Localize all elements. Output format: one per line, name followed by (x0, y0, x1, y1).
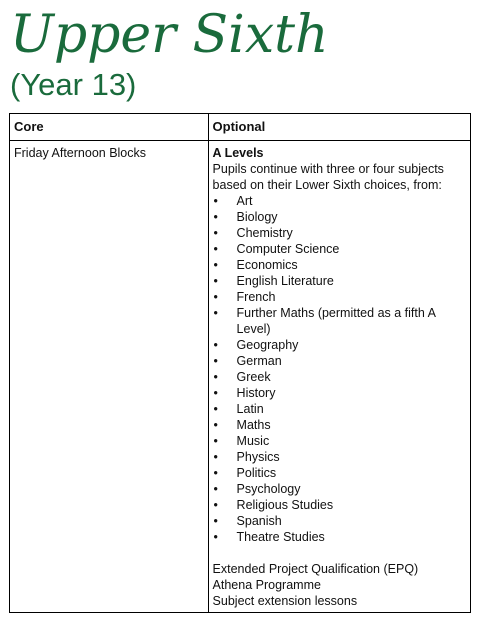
core-item: Friday Afternoon Blocks (14, 146, 147, 160)
list-item: • Theatre Studies (213, 529, 466, 545)
list-item: • Economics (213, 257, 466, 273)
curriculum-table (9, 113, 471, 613)
extra-item-epq: Extended Project Qualification (EPQ) (212, 562, 419, 576)
subject-list (213, 193, 466, 545)
optional-cell (208, 141, 470, 613)
page-subtitle: (Year 13) (10, 67, 137, 102)
list-item: • Geography (213, 337, 466, 353)
extra-item-athena: Athena Programme (212, 578, 321, 592)
list-item: • Biology (213, 209, 466, 225)
list-item: • Further Maths (permitted as a fifth A Level) (213, 305, 466, 337)
list-item: • Chemistry (213, 225, 466, 241)
list-item: • Physics (213, 449, 466, 465)
a-levels-intro: Pupils continue with three or four subjects based on their Lower Sixth choices, from: (212, 162, 444, 192)
column-header-core: Core (10, 114, 209, 141)
list-item: • Latin (213, 401, 466, 417)
list-item: • History (213, 385, 466, 401)
list-item: • Psychology (213, 481, 466, 497)
list-item: • Maths (213, 417, 466, 433)
core-cell (10, 141, 209, 613)
table-row (10, 141, 471, 613)
list-item: • French (213, 289, 466, 305)
list-item: • Music (213, 433, 466, 449)
list-item: • Computer Science (213, 241, 466, 257)
spacer (213, 545, 466, 561)
list-item: • Religious Studies (213, 497, 466, 513)
list-item: • Art (213, 193, 466, 209)
list-item: • Politics (213, 465, 466, 481)
list-item: • German (213, 353, 466, 369)
column-header-optional: Optional (208, 114, 470, 141)
page-title: Upper Sixth (10, 5, 329, 65)
extra-item-extension: Subject extension lessons (212, 594, 358, 608)
table-header-row (10, 114, 471, 141)
list-item: • Spanish (213, 513, 466, 529)
list-item: • Greek (213, 369, 466, 385)
list-item: • English Literature (213, 273, 466, 289)
a-levels-heading: A Levels (212, 146, 264, 160)
